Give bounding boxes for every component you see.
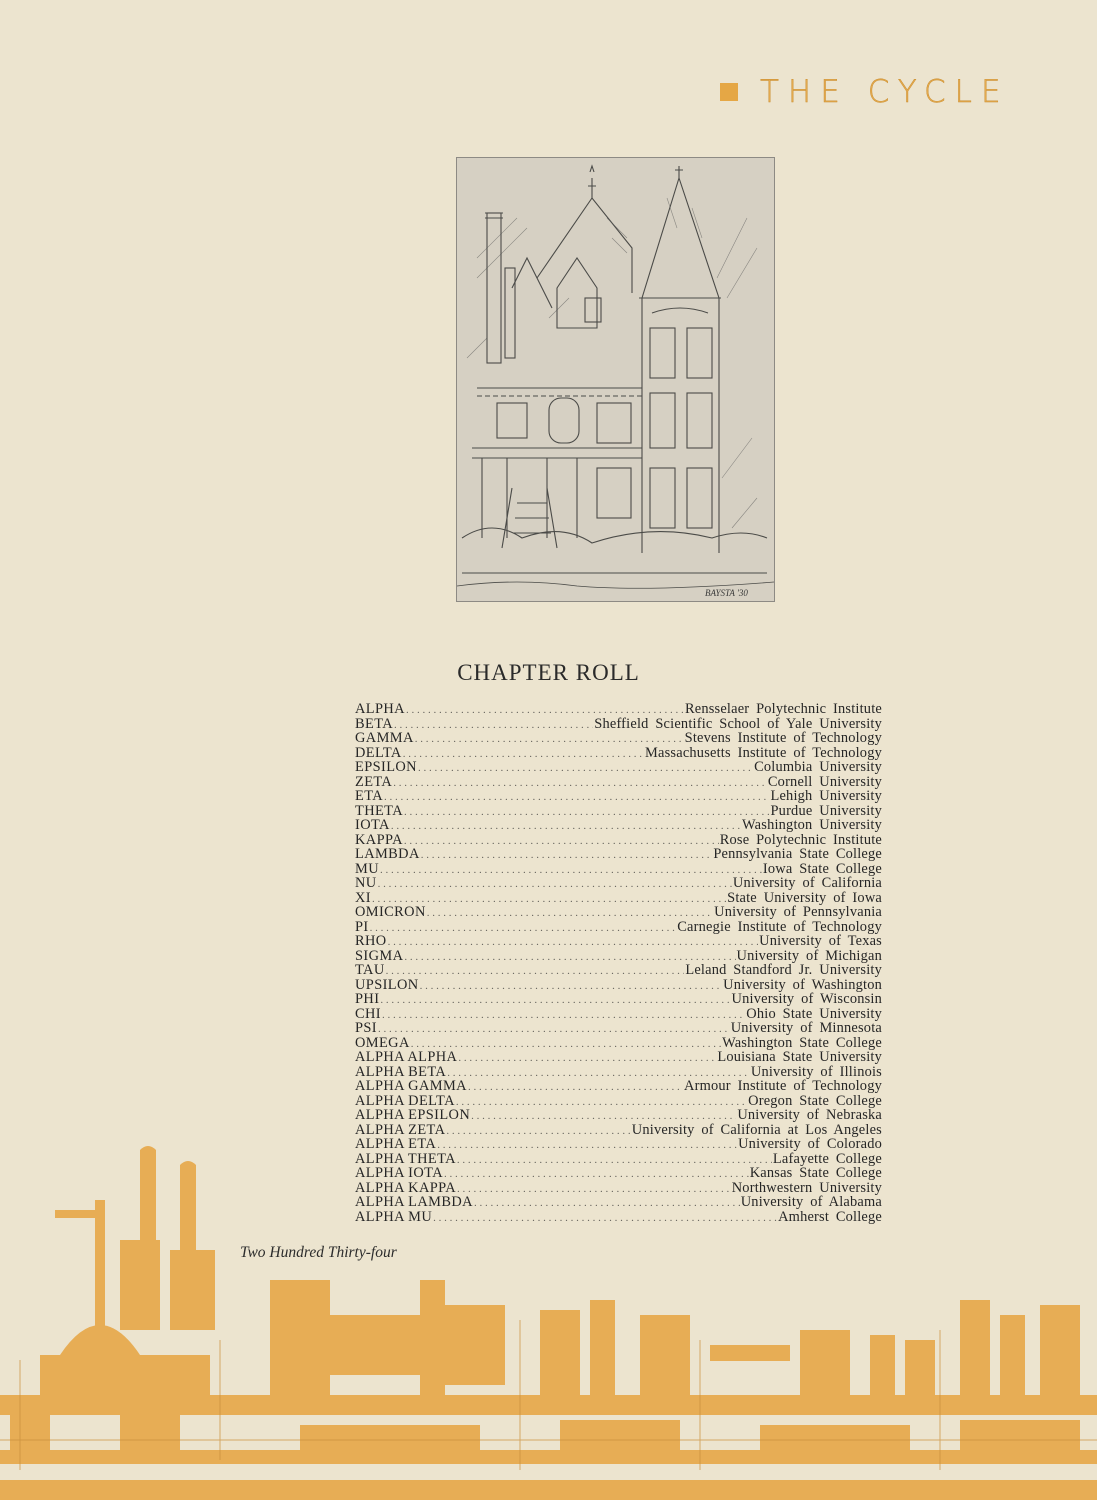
leader-dots xyxy=(394,718,593,733)
chapter-name: ALPHA ZETA xyxy=(355,1121,446,1138)
chapter-roll-row xyxy=(355,746,882,761)
chapter-name: PSI xyxy=(355,1020,377,1036)
chapter-name: ALPHA EPSILON xyxy=(355,1107,471,1123)
chapter-name: THETA xyxy=(355,802,404,819)
leader-dots xyxy=(418,761,753,776)
house-sketch-drawing xyxy=(457,158,774,601)
page-header xyxy=(720,72,1010,112)
leader-dots xyxy=(468,1080,683,1095)
chapter-name: ALPHA BETA xyxy=(355,1063,447,1080)
chapter-school: Carnegie Institute of Technology xyxy=(677,918,882,935)
chapter-name: ALPHA xyxy=(355,701,405,717)
chapter-name: ALPHA ALPHA xyxy=(355,1049,458,1065)
chapter-roll-row xyxy=(355,949,882,964)
chapter-school: Kansas State College xyxy=(749,1165,882,1181)
chapter-name: MU xyxy=(355,860,379,877)
chapter-name: ALPHA IOTA xyxy=(355,1165,443,1181)
chapter-name: LAMBDA xyxy=(355,846,420,862)
chapter-school: State University of Iowa xyxy=(727,889,882,906)
chapter-name: DELTA xyxy=(355,744,402,761)
chapter-school: Columbia University xyxy=(754,759,882,775)
chapter-school: University of Texas xyxy=(759,933,882,949)
chapter-roll-row xyxy=(355,804,882,819)
chapter-name: ALPHA GAMMA xyxy=(355,1078,467,1094)
artist-signature: BAYSTA '30 xyxy=(705,588,748,598)
chapter-roll-row xyxy=(355,702,882,717)
chapter-roll-row xyxy=(355,1050,882,1065)
chapter-school: Rose Polytechnic Institute xyxy=(719,831,882,848)
chapter-roll-row xyxy=(355,1079,882,1094)
leader-dots xyxy=(404,834,719,849)
chapter-roll-row xyxy=(355,1094,882,1109)
chapter-school: Purdue University xyxy=(770,802,882,819)
leader-dots xyxy=(388,935,759,950)
leader-dots xyxy=(384,790,769,805)
leader-dots xyxy=(391,819,741,834)
skyline-decoration xyxy=(0,1140,1097,1500)
chapter-school: University of Colorado xyxy=(738,1136,882,1152)
chapter-school: Sheffield Scientific School of Yale University xyxy=(594,715,882,732)
leader-dots xyxy=(421,848,713,863)
chapter-school: Washington State College xyxy=(722,1034,882,1051)
chapter-roll-row xyxy=(355,876,882,891)
chapter-roll-row xyxy=(355,731,882,746)
chapter-name: UPSILON xyxy=(355,976,419,993)
leader-dots xyxy=(420,979,723,994)
chapter-roll-row xyxy=(355,775,882,790)
chapter-roll-row xyxy=(355,1021,882,1036)
leader-dots xyxy=(456,1095,747,1110)
leader-dots xyxy=(380,993,730,1008)
chapter-name: XI xyxy=(355,889,371,906)
chapter-name: EPSILON xyxy=(355,759,417,775)
leader-dots xyxy=(446,1124,630,1139)
chapter-name: ALPHA MU xyxy=(355,1208,433,1225)
chapter-roll-row xyxy=(355,1108,882,1123)
chapter-name: ZETA xyxy=(355,773,393,790)
house-sketch-illustration xyxy=(456,157,775,602)
leader-dots xyxy=(427,906,713,921)
chapter-name: ALPHA LAMBDA xyxy=(355,1194,473,1210)
chapter-school: Armour Institute of Technology xyxy=(684,1078,882,1094)
chapter-school: Pennsylvania State College xyxy=(713,846,882,862)
chapter-name: BETA xyxy=(355,715,394,732)
chapter-school: University of Michigan xyxy=(736,947,882,964)
leader-dots xyxy=(404,805,769,820)
chapter-name: RHO xyxy=(355,933,387,949)
section-title: CHAPTER ROLL xyxy=(457,660,640,685)
chapter-school: Leland Standford Jr. University xyxy=(685,962,882,978)
chapter-name: NU xyxy=(355,875,377,891)
leader-dots xyxy=(380,863,762,878)
chapter-name: TAU xyxy=(355,962,385,978)
chapter-school: Stevens Institute of Technology xyxy=(684,730,882,746)
chapter-school: University of Washington xyxy=(723,976,882,993)
chapter-roll-row xyxy=(355,891,882,906)
chapter-school: University of California xyxy=(732,875,882,891)
chapter-name: ETA xyxy=(355,788,384,804)
chapter-roll-row xyxy=(355,789,882,804)
chapter-school: Northwestern University xyxy=(731,1179,882,1196)
chapter-school: Lehigh University xyxy=(770,788,882,804)
chapter-school: University of Nebraska xyxy=(737,1107,882,1123)
chapter-school: Massachusetts Institute of Technology xyxy=(645,744,882,761)
header-square-ornament xyxy=(720,83,738,101)
chapter-roll-row xyxy=(355,1036,882,1051)
leader-dots xyxy=(458,1051,716,1066)
chapter-name: OMICRON xyxy=(355,904,426,920)
leader-dots xyxy=(370,921,677,936)
chapter-roll-row xyxy=(355,1065,882,1080)
page-number: Two Hundred Thirty-four xyxy=(240,1244,397,1261)
chapter-roll-row xyxy=(355,920,882,935)
chapter-school: Rensselaer Polytechnic Institute xyxy=(684,701,882,717)
leader-dots xyxy=(411,1037,721,1052)
chapter-roll-row xyxy=(355,1007,882,1022)
chapter-name: KAPPA xyxy=(355,831,403,848)
chapter-roll-row xyxy=(355,717,882,732)
chapter-school: Washington University xyxy=(742,817,882,833)
chapter-name: ALPHA DELTA xyxy=(355,1092,455,1109)
leader-dots xyxy=(403,747,644,762)
leader-dots xyxy=(386,964,685,979)
chapter-school: University of Wisconsin xyxy=(731,991,882,1007)
leader-dots xyxy=(415,732,684,747)
chapter-school: University of California at Los Angeles xyxy=(631,1121,882,1138)
publication-title: THE CYCLE xyxy=(760,74,1010,110)
chapter-roll-row xyxy=(355,847,882,862)
chapter-name: SIGMA xyxy=(355,947,404,964)
chapter-school: Oregon State College xyxy=(748,1092,882,1109)
leader-dots xyxy=(382,1008,745,1023)
chapter-name: PI xyxy=(355,918,369,935)
chapter-name: ALPHA THETA xyxy=(355,1150,456,1167)
chapter-roll-row xyxy=(355,963,882,978)
chapter-name: CHI xyxy=(355,1005,381,1022)
chapter-roll-row xyxy=(355,833,882,848)
chapter-name: GAMMA xyxy=(355,730,414,746)
chapter-school: University of Minnesota xyxy=(730,1020,882,1036)
leader-dots xyxy=(378,1022,730,1037)
leader-dots xyxy=(378,877,732,892)
chapter-name: OMEGA xyxy=(355,1034,410,1051)
chapter-roll-row xyxy=(355,862,882,877)
chapter-school: University of Pennsylvania xyxy=(714,904,882,920)
leader-dots xyxy=(393,776,767,791)
chapter-name: ALPHA ETA xyxy=(355,1136,437,1152)
chapter-school: Cornell University xyxy=(767,773,882,790)
chapter-roll-row xyxy=(355,978,882,993)
chapter-name: PHI xyxy=(355,991,380,1007)
chapter-name: ALPHA KAPPA xyxy=(355,1179,457,1196)
chapter-school: Ohio State University xyxy=(746,1005,882,1022)
chapter-roll-row xyxy=(355,1123,882,1138)
chapter-school: Amherst College xyxy=(778,1208,882,1225)
chapter-school: Lafayette College xyxy=(772,1150,882,1167)
chapter-roll-row xyxy=(355,934,882,949)
chapter-school: University of Illinois xyxy=(750,1063,882,1080)
chapter-roll-row xyxy=(355,905,882,920)
chapter-roll-row xyxy=(355,818,882,833)
chapter-roll-row xyxy=(355,760,882,775)
chapter-school: Louisiana State University xyxy=(717,1049,882,1065)
chapter-roll-row xyxy=(355,992,882,1007)
chapter-school: Iowa State College xyxy=(762,860,882,877)
chapter-name: IOTA xyxy=(355,817,390,833)
chapter-school: University of Alabama xyxy=(740,1194,882,1210)
